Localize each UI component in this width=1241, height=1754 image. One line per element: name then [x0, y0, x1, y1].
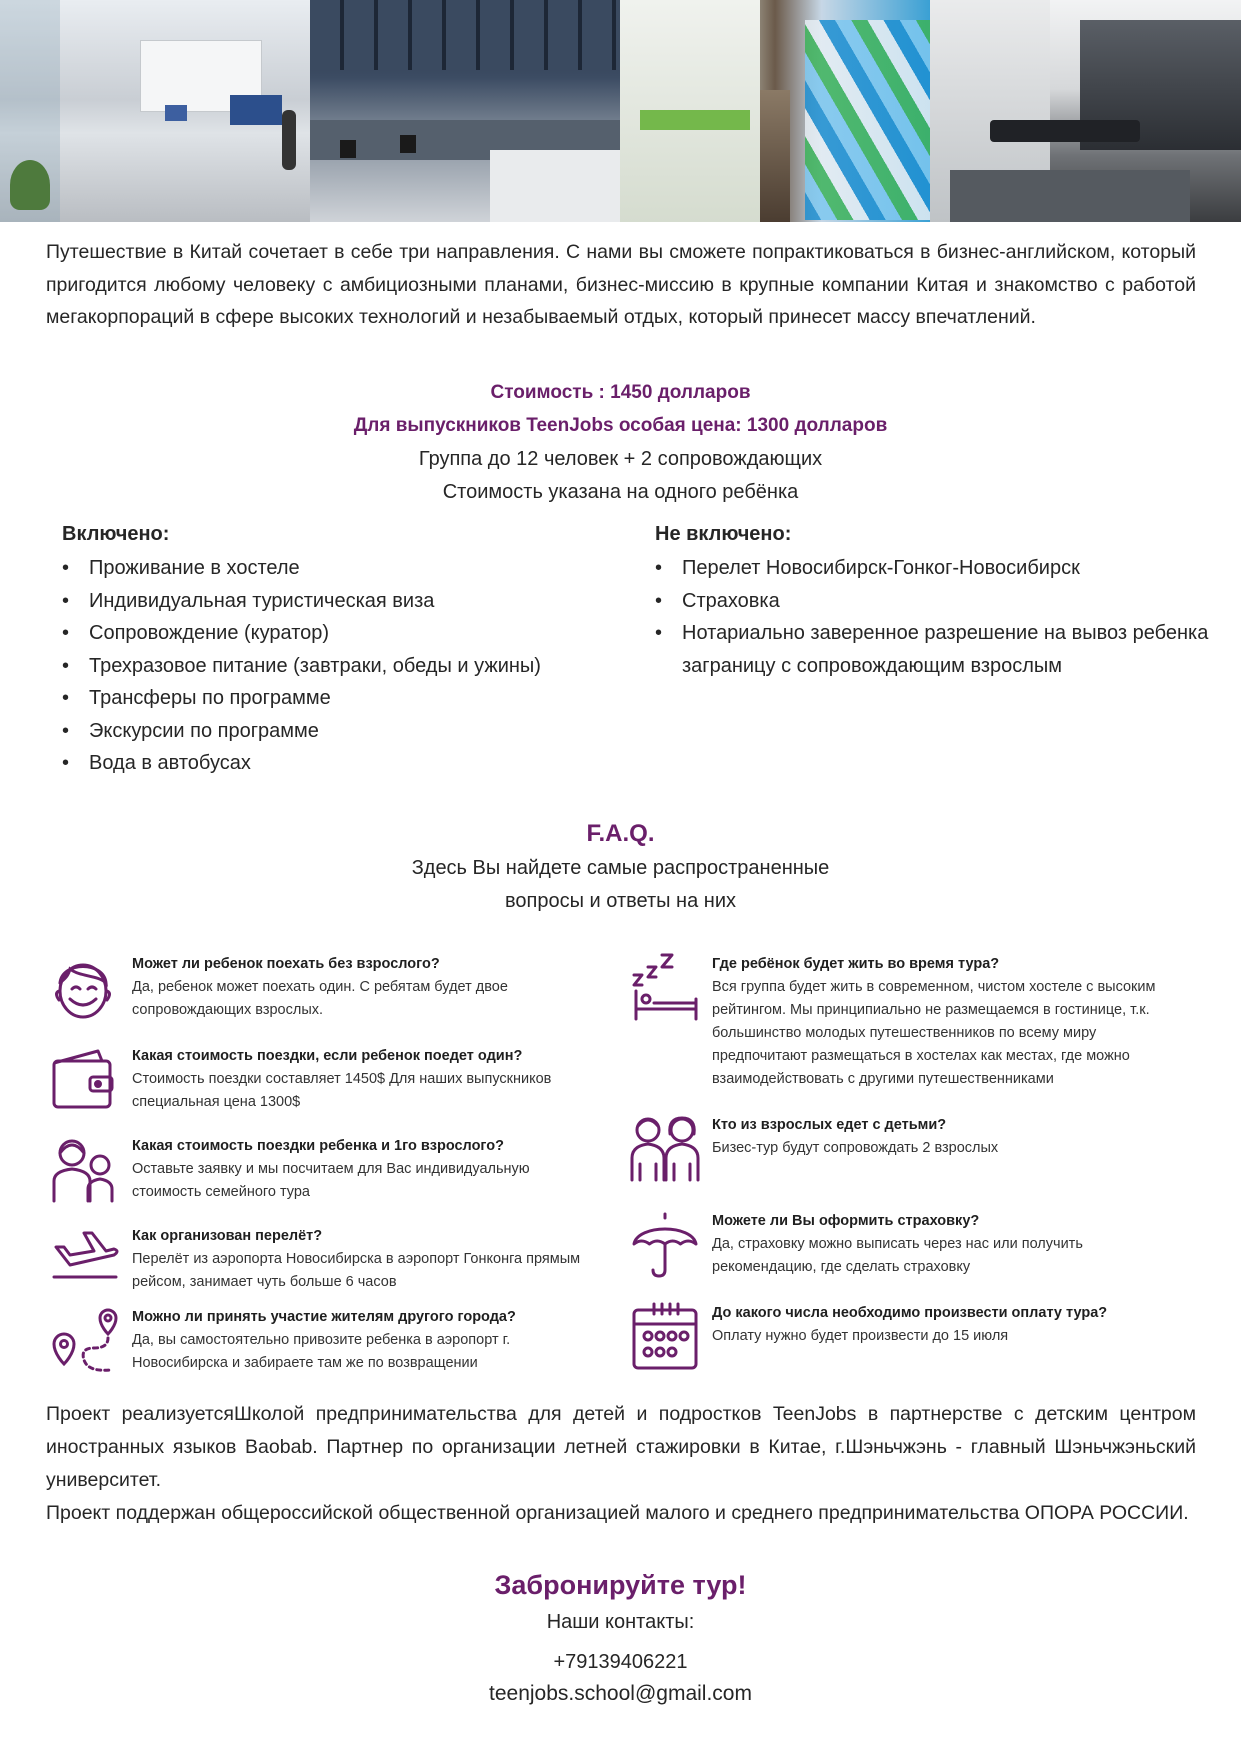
project-info [46, 1398, 1196, 1530]
faq-title: F.A.Q. [586, 820, 655, 847]
intro-paragraph: Путешествие в Китай сочетает в себе три направления. С нами вы сможете попрактиковаться в бизнес-английском, который пригодится любому человеку с амбициозными планами, бизнес-миссию в крупные компании Китая и знакомство с работой мегакорпораций в сфере высоких технологий и незабываемый отдых, который принесет массу впечатлений. [46, 241, 1196, 328]
faq-question: Какая стоимость поездки, если ребенок поедет один? [132, 1048, 523, 1064]
price-note: Стоимость указана на одного ребёнка [442, 481, 799, 503]
group-size: Группа до 12 человек + 2 сопровождающих [418, 448, 823, 470]
family-icon [50, 1135, 120, 1205]
faq-question: Какая стоимость поездки ребенка и 1го взрослого? [132, 1138, 504, 1154]
faq-answer: Стоимость поездки составляет 1450$ Для наших выпускников специальная цена 1300$ [132, 1071, 552, 1110]
photo-open-office [310, 0, 620, 222]
included-list [62, 523, 582, 780]
list-item: • Вода в автобусах [62, 747, 582, 780]
list-item: • Нотариально заверенное разрешение на вывоз ребенка заграницу с сопровождающим взрослым [655, 617, 1215, 682]
wallet-icon [50, 1045, 120, 1115]
book-tour-heading: Забронируйте тур! [494, 1570, 747, 1600]
faq-question: Где ребёнок будет жить во время тура? [712, 956, 1000, 972]
project-info-paragraph: Проект поддержан общероссийской общественной организацией малого и среднего предпринимательства ОПОРА РОССИИ. [46, 1502, 1189, 1524]
not-included-title: Не включено: [655, 523, 792, 545]
faq-answer: Да, страховку можно выписать через нас или получить рекомендацию, где сделать страховку [712, 1236, 1083, 1275]
photo-corridor [620, 0, 930, 222]
contact-phone[interactable]: +79139406221 [553, 1651, 688, 1673]
list-item: • Перелет Новосибирск-Гонког-Новосибирск [655, 552, 1215, 585]
faq-question: Кто из взрослых едет с детьми? [712, 1117, 947, 1133]
list-item: • Трехразовое питание (завтраки, обеды и ужины) [62, 650, 582, 683]
calendar-icon [630, 1302, 700, 1372]
list-item: • Трансферы по программе [62, 682, 582, 715]
list-item: • Проживание в хостеле [62, 552, 582, 585]
faq-question: Можете ли Вы оформить страховку? [712, 1213, 980, 1229]
faq-subtitle-line: вопросы и ответы на них [505, 890, 736, 912]
list-item: • Индивидуальная туристическая виза [62, 585, 582, 618]
list-item: • Страховка [655, 585, 1215, 618]
faq-answer: Да, вы самостоятельно привозите ребенка в аэропорт г. Новосибирска и забираете там же по возвращении [132, 1332, 511, 1371]
project-info-paragraph: Проект реализуетсяШколой предпринимательства для детей и подростков TeenJobs в партнерстве с детским центром иностранных языков Baobab. Партнер по организации летней стажировки в Китае, г.Шэньчжэнь - главный Шэньчжэньский университет. [46, 1403, 1196, 1491]
airplane-icon [50, 1225, 120, 1295]
list-item: • Экскурсии по программе [62, 715, 582, 748]
price-standard: Стоимость : 1450 долларов [490, 382, 751, 403]
smiling-face-icon [50, 953, 120, 1023]
price-alumni: Для выпускников TeenJobs особая цена: 1300 долларов [353, 415, 888, 436]
faq-answer: Вся группа будет жить в современном, чистом хостеле с высоким рейтингом. Мы принципиально не размещаемся в гостинице, т.к. большинство молодых путешественников по всему миру предпочитают размещаться в хостелах как местах, где можно взаимодействовать с другими путешественниками [712, 979, 1156, 1087]
photo-meeting-room [930, 0, 1241, 222]
sleeping-bed-icon [630, 953, 700, 1023]
included-title: Включено: [62, 523, 170, 545]
faq-question: Можно ли принять участие жителям другого города? [132, 1309, 516, 1325]
faq-subtitle [0, 852, 1241, 918]
list-item: • Сопровождение (куратор) [62, 617, 582, 650]
faq-question: До какого числа необходимо произвести оплату тура? [712, 1305, 1108, 1321]
photo-exhibition-hall [0, 0, 310, 222]
faq-answer: Бизес-тур будут сопровождать 2 взрослых [712, 1140, 999, 1156]
faq-answer: Перелёт из аэропорта Новосибирска в аэропорт Гонконга прямым рейсом, занимает чуть больше 6 часов [132, 1251, 581, 1290]
faq-answer: Да, ребенок может поехать один. С ребятам будет двое сопровождающих взрослых. [132, 979, 508, 1018]
contacts-label: Наши контакты: [546, 1611, 695, 1633]
faq-question: Может ли ребенок поехать без взрослого? [132, 956, 440, 972]
header-photo-strip [0, 0, 1241, 222]
route-pin-icon [50, 1306, 120, 1376]
faq-question: Как организован перелёт? [132, 1228, 323, 1244]
faq-answer: Оплату нужно будет произвести до 15 июля [712, 1328, 1009, 1344]
faq-subtitle-line: Здесь Вы найдете самые распространенные [411, 857, 830, 879]
umbrella-icon [630, 1210, 700, 1280]
contact-email[interactable]: teenjobs.school@gmail.com [489, 1682, 752, 1705]
adults-icon [630, 1114, 700, 1184]
faq-answer: Оставьте заявку и мы посчитаем для Вас индивидуальную стоимость семейного тура [132, 1161, 530, 1200]
not-included-list [655, 523, 1215, 682]
